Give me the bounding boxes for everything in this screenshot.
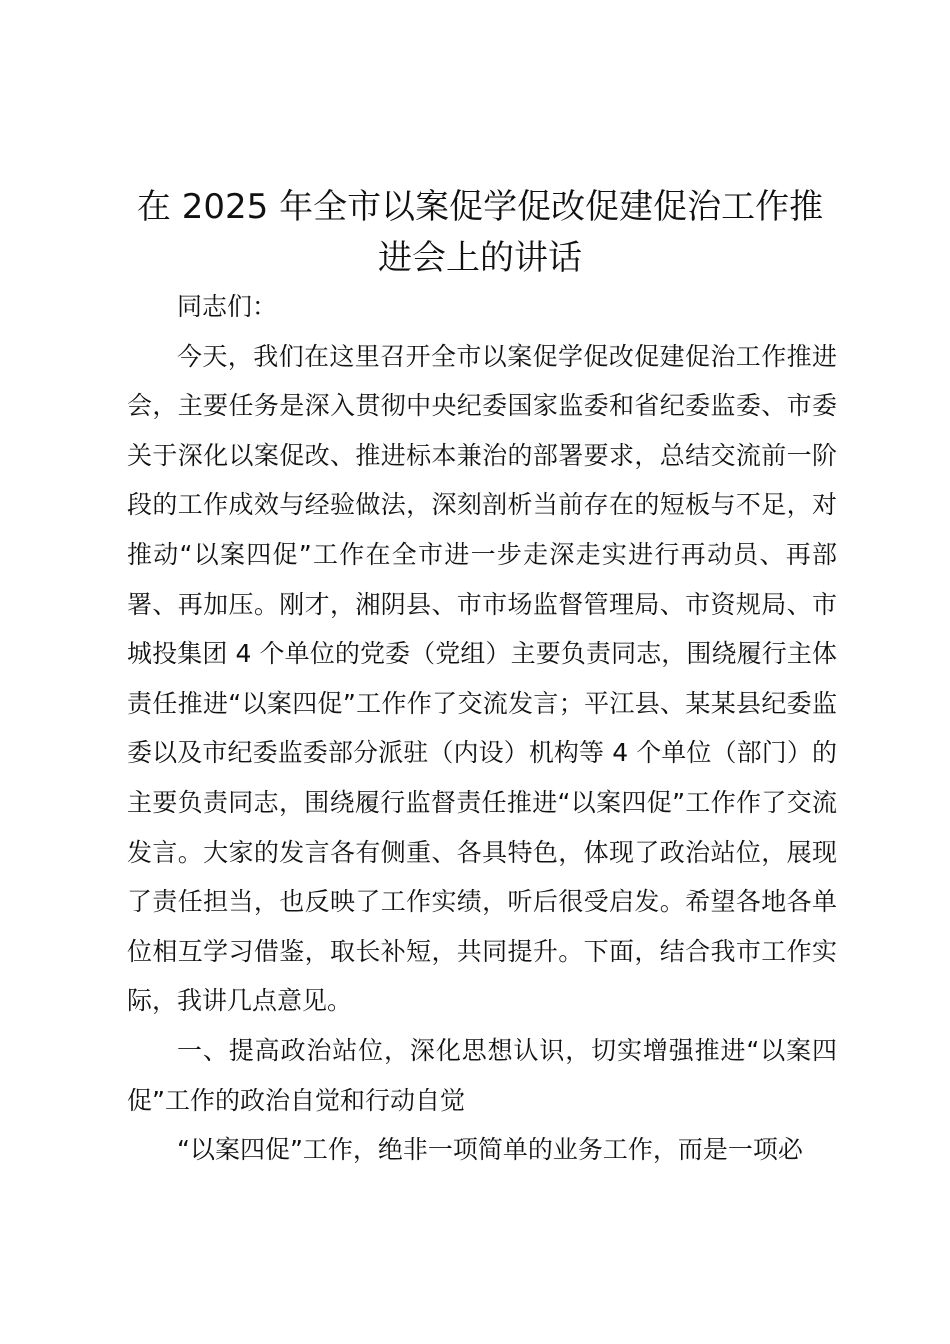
salutation: 同志们： bbox=[177, 292, 278, 321]
document-body bbox=[127, 282, 837, 1175]
document-title: 在 2025 年全市以案促学促改促建促治工作推进会上的讲话 bbox=[136, 187, 824, 278]
body-paragraph: 今天，我们在这里召开全市以案促学促改促建促治工作推进会，主要任务是深入贯彻中央纪委国家监委和省纪委监委、市委关于深化以案促改、推进标本兼治的部署要求，总结交流前一阶段的工作成效与经验做法，深刻剖析当前存在的短板与不足，对推动“以案四促”工作在全市进一步走深走实进行再动员、再部署、再加压。刚才，湘阴县、市市场监督管理局、市资规局、市城投集团 4 个单位的党委（党组）主要负责同志，围绕履行主体责任推进“以案四促”工作作了交流发言；平江县、某某县纪委监委以及市纪委监委部分派驻（内设）机构等 4 个单位（部门）的主要负责同志，围绕履行监督责任推进“以案四促”工作作了交流发言。大家的发言各有侧重、各具特色，体现了政治站位，展现了责任担当，也反映了工作实绩，听后很受启发。希望各地各单位相互学习借鉴，取长补短，共同提升。下面，结合我市工作实际，我讲几点意见。 bbox=[127, 341, 837, 1016]
section-heading: 一、提高政治站位，深化思想认识，切实增强推进“以案四促”工作的政治自觉和行动自觉 bbox=[127, 1035, 837, 1115]
body-paragraph-continued: “以案四促”工作，绝非一项简单的业务工作，而是一项必 bbox=[177, 1135, 803, 1165]
